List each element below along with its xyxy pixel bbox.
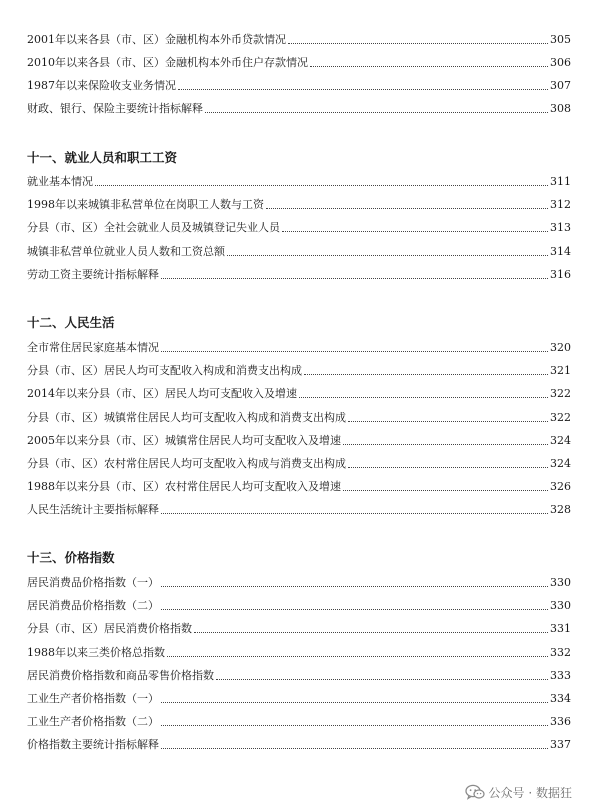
toc-entry-page: 306 (550, 56, 571, 69)
toc-entry-title: 劳动工资主要统计指标解释 (27, 268, 159, 281)
toc-entry[interactable] (27, 666, 571, 684)
toc-entry-page: 333 (550, 669, 571, 682)
toc-entry-page: 330 (550, 599, 571, 612)
toc-entry[interactable] (27, 643, 571, 661)
toc-entry-page: 313 (550, 221, 571, 234)
toc-entry[interactable] (27, 218, 571, 236)
toc-entry-title: 居民消费品价格指数（二） (27, 599, 159, 612)
toc-entry-page: 320 (550, 341, 571, 354)
toc-leader (161, 512, 548, 514)
toc-entry-page: 311 (550, 175, 571, 188)
toc-entry[interactable] (27, 30, 571, 48)
toc-entry-title: 分县（市、区）居民人均可支配收入构成和消费支出构成 (27, 364, 302, 377)
toc-entry-title: 分县（市、区）农村常住居民人均可支配收入构成与消费支出构成 (27, 457, 346, 470)
toc-leader (216, 678, 548, 680)
toc-entry-page: 321 (550, 364, 571, 377)
toc-entry[interactable] (27, 76, 571, 94)
toc-entry-title: 2001年以来各县（市、区）金融机构本外币贷款情况 (27, 33, 286, 46)
toc-entry-title: 价格指数主要统计指标解释 (27, 738, 159, 751)
toc-entry-title: 城镇非私营单位就业人员人数和工资总额 (27, 245, 225, 258)
toc-entry-page: 331 (550, 622, 571, 635)
toc-leader (227, 254, 548, 256)
toc-entry[interactable] (27, 619, 571, 637)
toc-leader (178, 88, 548, 90)
toc-entry-page: 307 (550, 79, 571, 92)
toc-entry-page: 322 (550, 411, 571, 424)
toc-leader (348, 466, 548, 468)
toc-leader (194, 631, 548, 633)
watermark-text: 公众号 · 数据狂 (488, 785, 572, 800)
toc-entry-title: 1988年以来三类价格总指数 (27, 646, 165, 659)
toc-leader (161, 277, 548, 279)
toc-entry[interactable] (27, 338, 571, 356)
wechat-watermark (465, 781, 572, 803)
toc-entry[interactable] (27, 454, 571, 472)
toc-entry-page: 314 (550, 245, 571, 258)
toc-entry-title: 人民生活统计主要指标解释 (27, 503, 159, 516)
toc-leader (161, 747, 548, 749)
section-heading: 十三、价格指数 (27, 550, 115, 565)
toc-entry[interactable] (27, 712, 571, 730)
toc-entry-title: 2010年以来各县（市、区）金融机构本外币住户存款情况 (27, 56, 308, 69)
toc-entry-page: 330 (550, 576, 571, 589)
toc-leader (266, 207, 548, 209)
toc-entry[interactable] (27, 242, 571, 260)
toc-leader (161, 701, 548, 703)
toc-entry-page: 328 (550, 503, 571, 516)
toc-leader (343, 443, 548, 445)
section-heading: 十二、人民生活 (27, 315, 115, 330)
toc-entry-page: 324 (550, 434, 571, 447)
toc-leader (161, 724, 548, 726)
toc-entry[interactable] (27, 384, 571, 402)
section-heading: 十一、就业人员和职工工资 (27, 150, 178, 165)
toc-entry-page: 332 (550, 646, 571, 659)
toc-entry-title: 2005年以来分县（市、区）城镇常住居民人均可支配收入及增速 (27, 434, 341, 447)
toc-entry-title: 1998年以来城镇非私营单位在岗职工人数与工资 (27, 198, 264, 211)
toc-entry-title: 居民消费价格指数和商品零售价格指数 (27, 669, 214, 682)
toc-entry-title: 1988年以来分县（市、区）农村常住居民人均可支配收入及增速 (27, 480, 341, 493)
toc-leader (95, 184, 548, 186)
toc-entry-page: 322 (550, 387, 571, 400)
toc-entry-title: 1987年以来保险收支业务情况 (27, 79, 176, 92)
toc-entry-title: 分县（市、区）城镇常住居民人均可支配收入构成和消费支出构成 (27, 411, 346, 424)
toc-leader (310, 65, 548, 67)
toc-entry[interactable] (27, 500, 571, 518)
toc-entry-title: 全市常住居民家庭基本情况 (27, 341, 159, 354)
toc-entry-title: 工业生产者价格指数（二） (27, 715, 159, 728)
toc-entry-title: 分县（市、区）全社会就业人员及城镇登记失业人员 (27, 221, 280, 234)
toc-entry[interactable] (27, 408, 571, 426)
toc-leader (205, 111, 548, 113)
toc-entry-page: 324 (550, 457, 571, 470)
toc-leader (288, 42, 548, 44)
toc-entry-page: 305 (550, 33, 571, 46)
toc-leader (167, 655, 548, 657)
toc-entry[interactable] (27, 53, 571, 71)
toc-leader (348, 420, 548, 422)
toc-entry-title: 就业基本情况 (27, 175, 93, 188)
toc-entry-title: 工业生产者价格指数（一） (27, 692, 159, 705)
toc-entry[interactable] (27, 596, 571, 614)
toc-entry-page: 334 (550, 692, 571, 705)
toc-entry[interactable] (27, 265, 571, 283)
toc-entry-title: 2014年以来分县（市、区）居民人均可支配收入及增速 (27, 387, 297, 400)
toc-entry-page: 337 (550, 738, 571, 751)
toc-entry-page: 312 (550, 198, 571, 211)
toc-leader (299, 396, 548, 398)
toc-leader (282, 230, 548, 232)
toc-leader (161, 350, 548, 352)
toc-entry[interactable] (27, 361, 571, 379)
toc-entry-page: 308 (550, 102, 571, 115)
toc-leader (343, 489, 548, 491)
toc-leader (161, 608, 548, 610)
toc-entry-page: 316 (550, 268, 571, 281)
toc-entry[interactable] (27, 431, 571, 449)
toc-entry-title: 分县（市、区）居民消费价格指数 (27, 622, 192, 635)
wechat-icon (465, 784, 485, 800)
toc-entry-page: 326 (550, 480, 571, 493)
toc-leader (304, 373, 548, 375)
toc-entry[interactable] (27, 195, 571, 213)
toc-entry[interactable] (27, 573, 571, 591)
toc-entry-page: 336 (550, 715, 571, 728)
toc-entry-title: 财政、银行、保险主要统计指标解释 (27, 102, 203, 115)
toc-entry[interactable] (27, 99, 571, 117)
toc-entry[interactable] (27, 172, 571, 190)
toc-entry[interactable] (27, 477, 571, 495)
toc-entry[interactable] (27, 735, 571, 753)
toc-entry-title: 居民消费品价格指数（一） (27, 576, 159, 589)
toc-leader (161, 585, 548, 587)
toc-entry[interactable] (27, 689, 571, 707)
